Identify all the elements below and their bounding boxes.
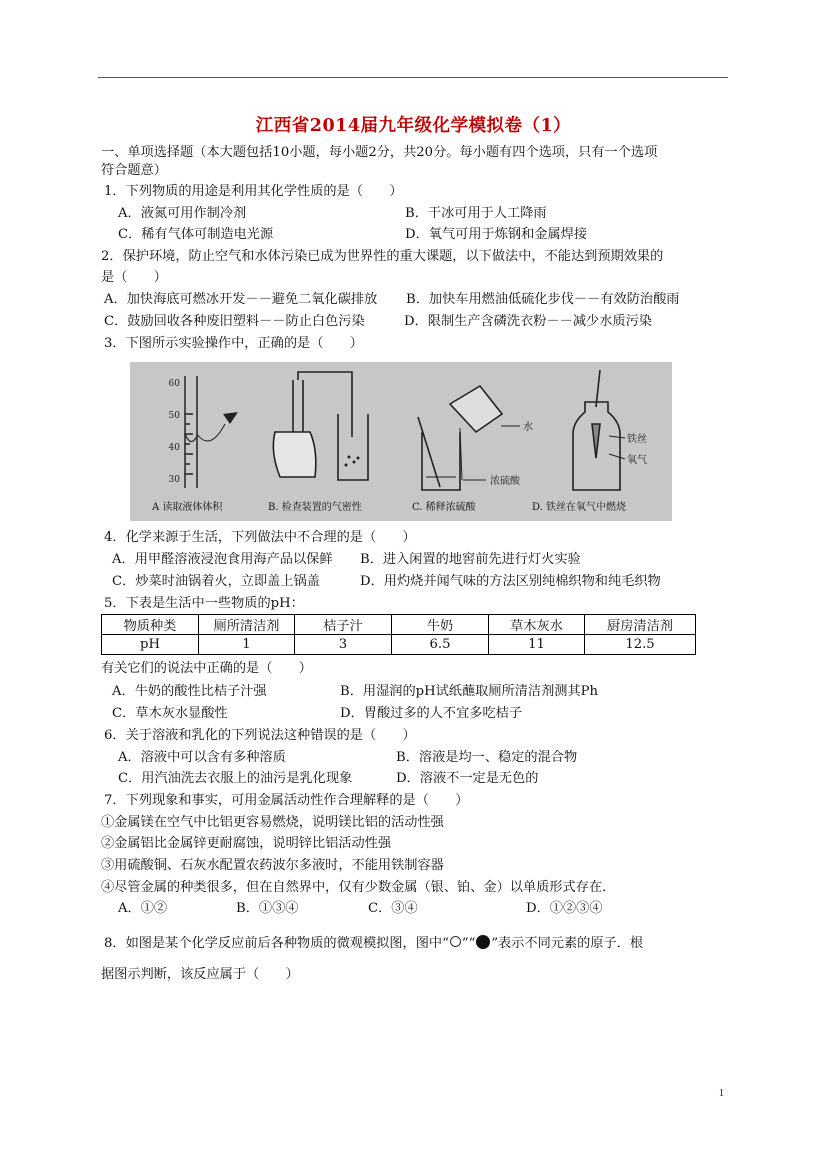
section-heading-cont: 符合题意）	[101, 163, 167, 178]
question-7-statement-4: ④尽管金属的种类很多，但在自然界中，仅有少数金属（银、铂、金）以单质形式存在．	[101, 880, 616, 895]
question-4-stem: 4．化学来源于生活，下列做法中不合理的是（ ）	[104, 530, 416, 545]
caption-a: A 读取液体体积	[152, 502, 223, 513]
question-2-option-a: A．加快海底可燃冰开发－－避免二氧化碳排放	[104, 292, 378, 307]
question-1-option-c: C．稀有气体可制造电光源	[118, 227, 274, 242]
table-header-cell: 牛奶	[392, 615, 489, 635]
question-5-option-c: C．草木灰水显酸性	[112, 706, 228, 721]
table-cell: 1	[199, 635, 295, 655]
question-1-option-d: D．氧气可用于炼钢和金属焊接	[405, 227, 588, 242]
lab-operations-figure	[130, 362, 672, 521]
page-title: 江西省2014届九年级化学模拟卷（1）	[255, 116, 572, 136]
section-heading: 一、单项选择题（本大题包括10小题，每小题2分，共20分。每小题有四个选项，只有一个选项	[101, 145, 658, 160]
cylinder-mark-60: 60	[168, 379, 180, 389]
question-2-option-c: C．鼓励回收各种废旧塑料－－防止白色污染	[104, 314, 365, 329]
label-iron-wire: 铁丝	[627, 434, 647, 445]
white-atom-icon	[450, 936, 461, 947]
question-1-stem: 1．下列物质的用途是利用其化学性质的是（ ）	[104, 184, 403, 199]
header-rule	[98, 77, 728, 78]
table-header-cell: 厨房清洁剂	[585, 615, 696, 635]
question-7-stem: 7．下列现象和事实，可用金属活动性作合理解释的是（ ）	[104, 793, 469, 808]
question-7-option-c: C．③④	[368, 901, 418, 916]
question-3-stem: 3．下图所示实验操作中，正确的是（ ）	[104, 336, 363, 351]
question-7-statement-2: ②金属铝比金属锌更耐腐蚀，说明锌比铝活动性强	[101, 836, 392, 851]
question-2-stem: 2．保护环境，防止空气和水体污染已成为世界性的重大课题，以下做法中，不能达到预期效果的	[101, 249, 664, 264]
question-7-statement-3: ③用硫酸铜、石灰水配置农药波尔多液时，不能用铁制容器	[101, 858, 444, 873]
question-8-text-2: ”“	[461, 936, 476, 951]
table-cell: 11	[489, 635, 585, 655]
question-2-option-d: D．限制生产含磷洗衣粉－－减少水质污染	[404, 314, 652, 329]
table-header-cell: 厕所清洁剂	[199, 615, 295, 635]
question-4-option-c: C．炒菜时油锅着火，立即盖上锅盖	[112, 574, 320, 589]
table-row	[102, 635, 696, 655]
question-7-option-a: A．①②	[118, 901, 168, 916]
question-7-statement-1: ①金属镁在空气中比铝更容易燃烧，说明镁比铝的活动性强	[101, 815, 444, 830]
question-4-option-a: A．用甲醛溶液浸泡食用海产品以保鲜	[112, 552, 333, 567]
cylinder-mark-40: 40	[168, 443, 180, 453]
cylinder-mark-30: 30	[168, 475, 180, 485]
caption-c: C. 稀释浓硫酸	[412, 502, 476, 513]
lab-figure-drawing	[130, 362, 672, 521]
question-4-option-b: B．进入闲置的地窖前先进行灯火实验	[360, 552, 581, 567]
caption-d: D. 铁丝在氧气中燃烧	[532, 502, 627, 513]
table-header-cell: 物质种类	[102, 615, 199, 635]
table-cell: 12.5	[585, 635, 696, 655]
question-2-stem-cont: 是（ ）	[101, 270, 167, 285]
question-7-option-b: B．①③④	[236, 901, 299, 916]
table-cell: 3	[295, 635, 392, 655]
label-concentrated-acid: 浓硫酸	[490, 476, 520, 487]
question-1-option-a: A．液氮可用作制冷剂	[118, 206, 247, 221]
black-atom-icon	[476, 935, 490, 949]
label-water: 水	[523, 422, 533, 433]
question-2-option-b: B．加快车用燃油低硫化步伐－－有效防治酸雨	[406, 292, 680, 307]
question-6-option-b: B．溶液是均一、稳定的混合物	[396, 750, 578, 765]
page-number: 1	[719, 1088, 724, 1099]
ph-table	[101, 614, 696, 655]
question-8-text-3: ”表示不同元素的原子．根	[491, 936, 644, 951]
question-4-option-d: D．用灼烧并闻气味的方法区别纯棉织物和纯毛织物	[360, 574, 661, 589]
question-5-prompt: 有关它们的说法中正确的是（ ）	[101, 661, 312, 676]
question-6-stem: 6．关于溶液和乳化的下列说法这种错误的是（ ）	[104, 728, 416, 743]
question-6-option-c: C．用汽油洗去衣服上的油污是乳化现象	[118, 771, 353, 786]
question-8-text-1: 8．如图是某个化学反应前后各种物质的微观模拟图，图中“	[104, 936, 449, 951]
question-5-option-b: B．用湿润的pH试纸蘸取厕所清洁剂测其Ph	[340, 684, 598, 699]
question-8-stem-cont: 据图示判断，该反应属于（ ）	[101, 967, 299, 982]
question-6-option-a: A．溶液中可以含有多种溶质	[118, 750, 286, 765]
question-6-option-d: D．溶液不一定是无色的	[396, 771, 539, 786]
question-7-option-d: D．①②③④	[526, 901, 603, 916]
question-5-option-d: D．胃酸过多的人不宜多吃桔子	[340, 706, 523, 721]
cylinder-mark-50: 50	[168, 411, 180, 421]
table-header-cell: 草木灰水	[489, 615, 585, 635]
table-row	[102, 615, 696, 635]
question-8-stem	[104, 935, 643, 953]
label-oxygen: 氧气	[627, 455, 647, 466]
table-cell: pH	[102, 635, 199, 655]
question-5-option-a: A．牛奶的酸性比桔子汁强	[112, 684, 267, 699]
question-5-stem: 5．下表是生活中一些物质的pH：	[104, 596, 304, 611]
table-cell: 6.5	[392, 635, 489, 655]
caption-b: B. 检查装置的气密性	[268, 502, 362, 513]
table-header-cell: 桔子汁	[295, 615, 392, 635]
question-1-option-b: B．干冰可用于人工降雨	[405, 206, 547, 221]
